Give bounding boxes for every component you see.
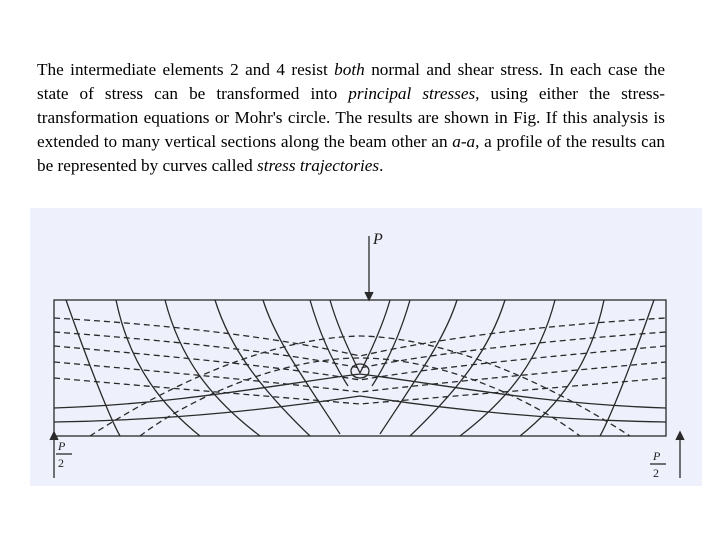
left-reaction-denominator: 2 [58,456,64,470]
text-span: . [379,156,384,175]
right-reaction-arrow [676,432,684,478]
load-point-circle [351,364,369,378]
applied-load-arrow [365,236,373,300]
emphasis-stress-trajectories: stress trajectories [257,156,380,175]
body-paragraph [37,58,665,178]
emphasis-section-a-a: a-a, [452,132,480,151]
emphasis-both: both [334,60,365,79]
beam-diagram [30,208,702,486]
left-reaction-numerator: P [58,439,66,453]
load-label: P [373,231,383,248]
text-span: The intermediate elements 2 and 4 resist [37,60,335,79]
right-reaction-denominator: 2 [653,466,659,480]
compression-trajectories [54,300,666,436]
text-span: normal and shear stress. In each case the state of stress can be transformed into [37,60,665,103]
right-reaction-numerator: P [653,449,661,463]
text-span: using either the stress-transformation equations or Mohr's circle. The results are shown in Fig. If this analysis is extended to many vertical sections along the beam other an [37,84,665,151]
stress-trajectories-figure [30,208,702,486]
beam-outline [54,300,666,436]
left-reaction-arrow [50,432,58,478]
text-span: a profile of the results can be represented by curves called [37,132,666,175]
emphasis-principal-stresses: principal stresses, [348,84,480,103]
